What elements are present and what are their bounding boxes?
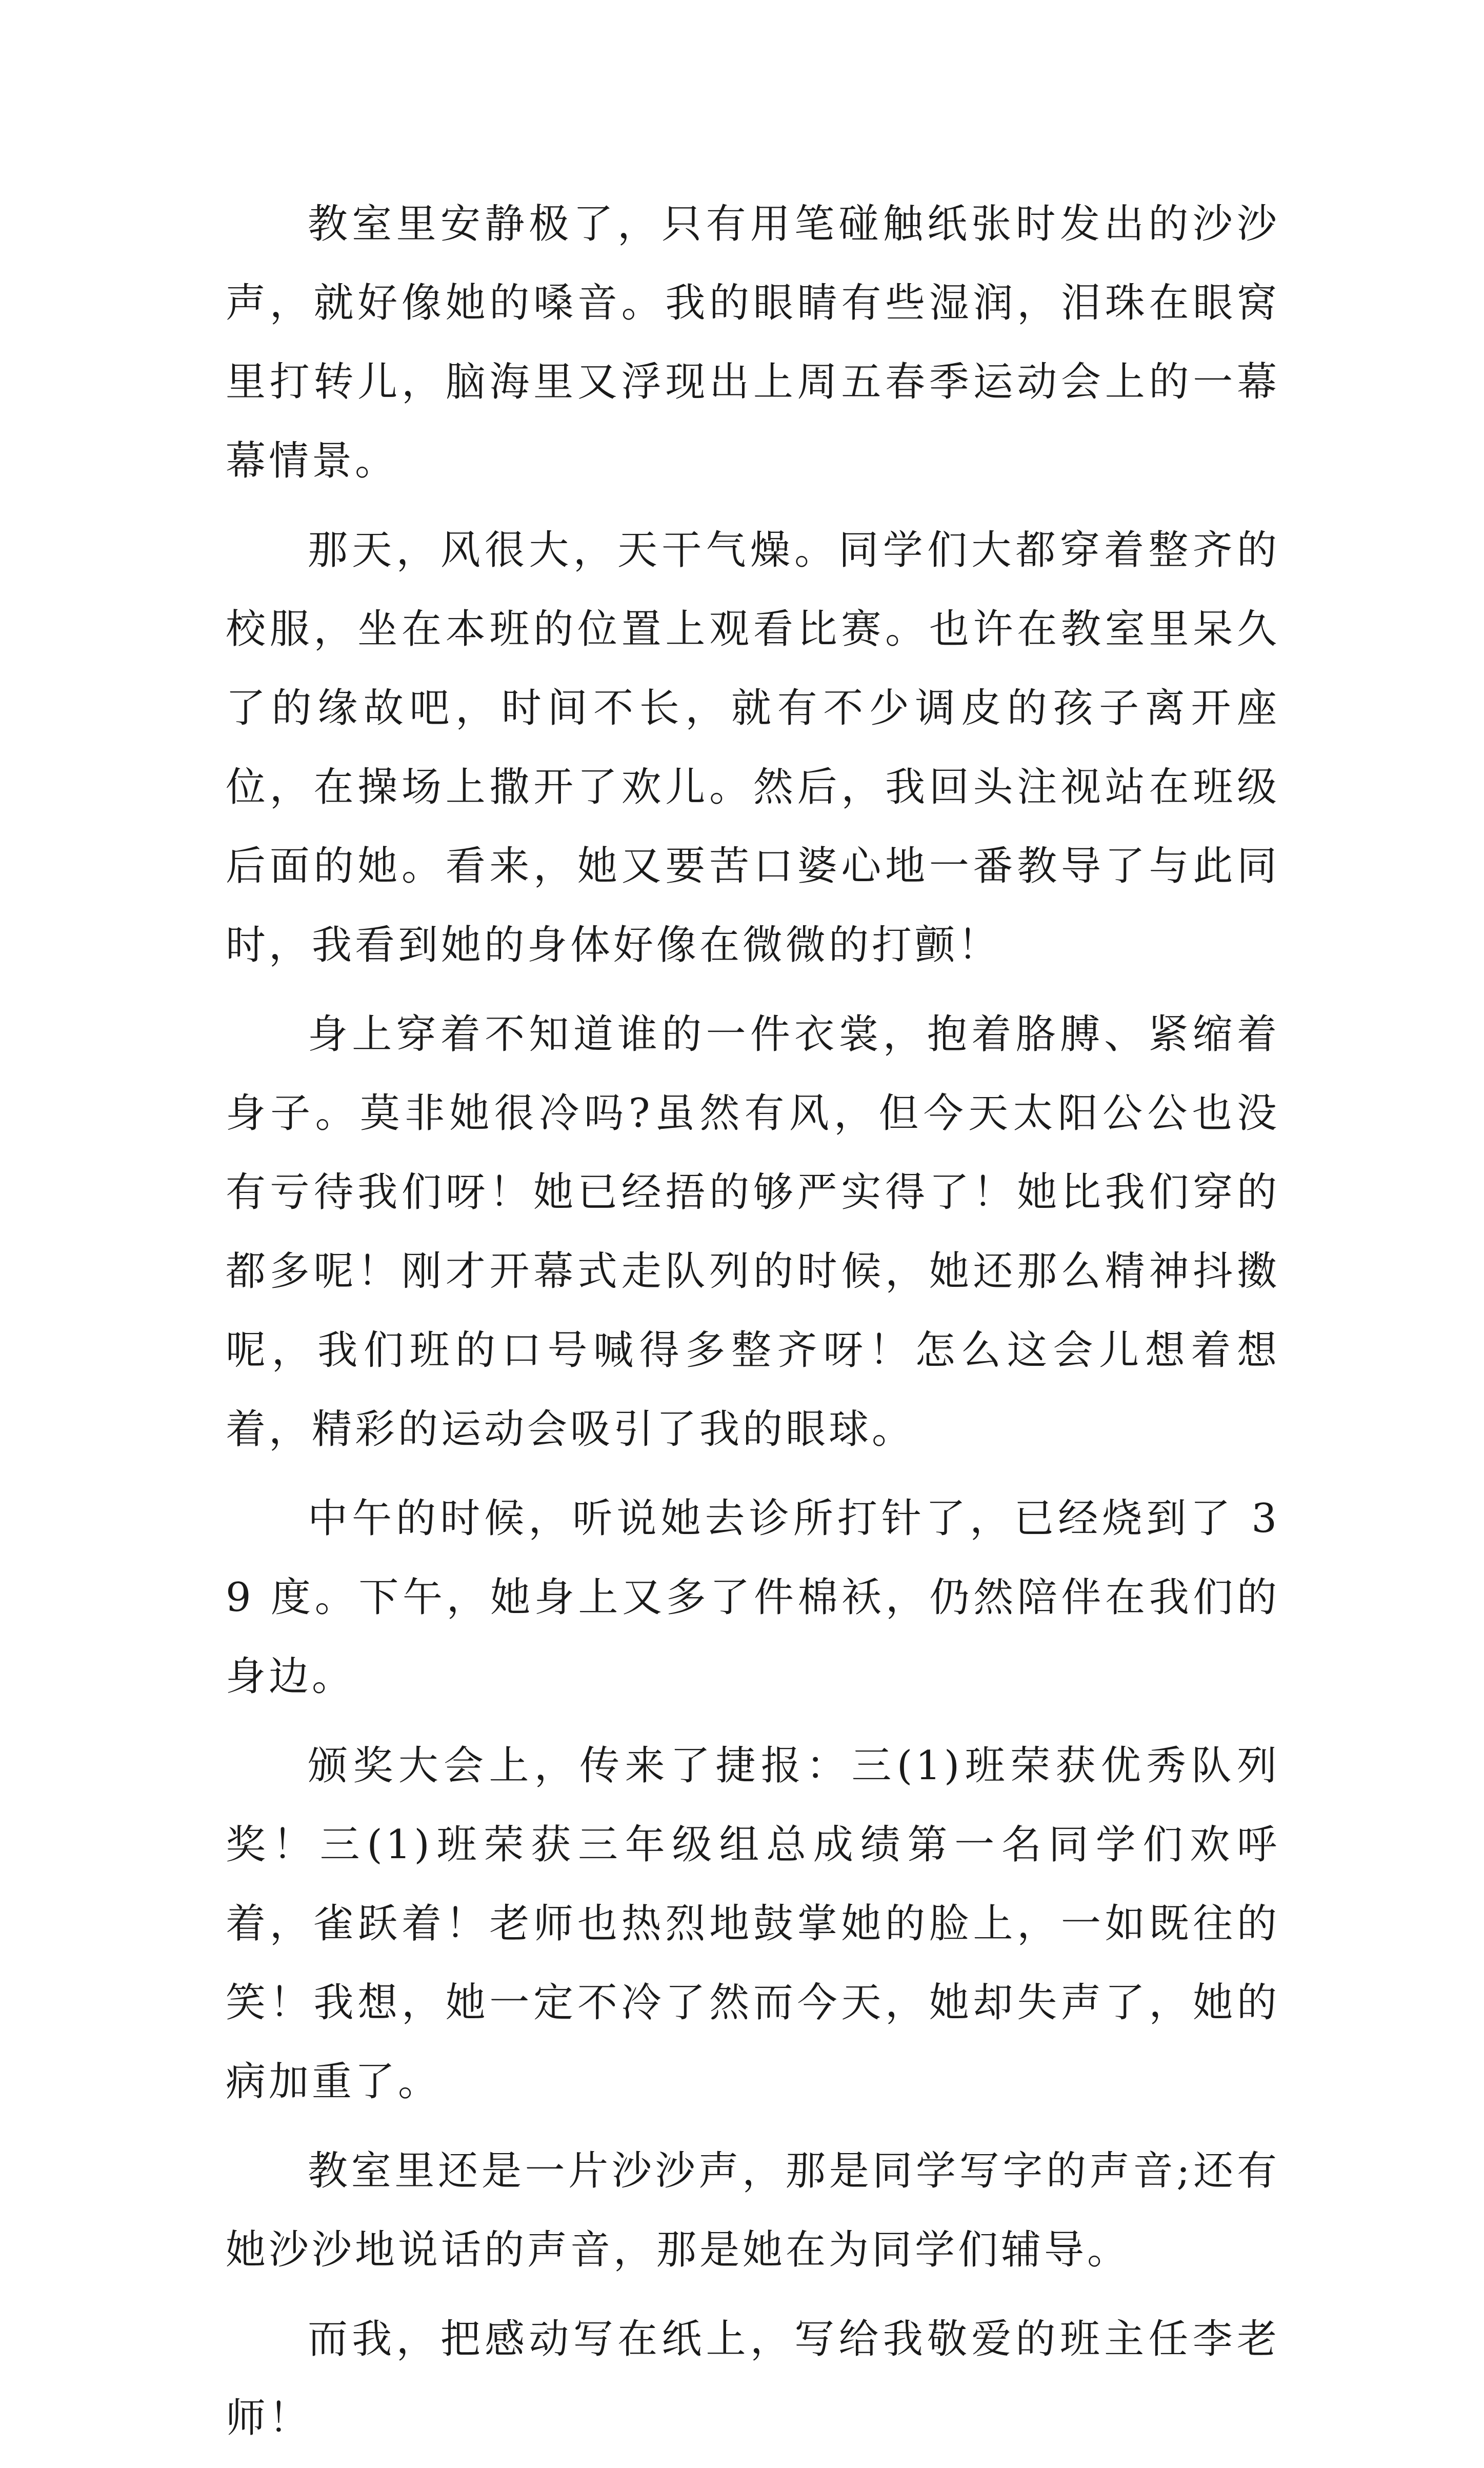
article-body (226, 185, 1280, 2468)
paragraph-5: 颁奖大会上，传来了捷报：三(1)班荣获优秀队列奖！三(1)班荣获三年级组总成绩第一名同学们欢呼着，雀跃着！老师也热烈地鼓掌她的脸上，一如既往的笑！我想，她一定不冷了然而今天，她却失声了，她的病加重了。 (226, 1743, 1280, 2105)
paragraph-2: 那天，风很大，天干气燥。同学们大都穿着整齐的校服，坐在本班的位置上观看比赛。也许在教室里呆久了的缘故吧，时间不长，就有不少调皮的孩子离开座位，在操场上撒开了欢儿。然后，我回头注视站在班级后面的她。看来，她又要苦口婆心地一番教导了与此同时，我看到她的身体好像在微微的打颤！ (226, 527, 1280, 968)
paragraph-4: 中午的时候，听说她去诊所打针了，已经烧到了 39 度。下午，她身上又多了件棉袄，仍然陪伴在我们的身边。 (226, 1496, 1280, 1700)
paragraph-1: 教室里安静极了，只有用笔碰触纸张时发出的沙沙声，就好像她的嗓音。我的眼睛有些湿润，泪珠在眼窝里打转儿，脑海里又浮现出上周五春季运动会上的一幕幕情景。 (226, 201, 1280, 484)
paragraph-3: 身上穿着不知道谁的一件衣裳，抱着胳膊、紧缩着身子。莫非她很冷吗?虽然有风，但今天太阳公公也没有亏待我们呀！她已经捂的够严实得了！她比我们穿的都多呢！刚才开幕式走队列的时候，她还那么精神抖擞呢，我们班的口号喊得多整齐呀！怎么这会儿想着想着，精彩的运动会吸引了我的眼球。 (226, 1011, 1280, 1452)
paragraph-6: 教室里还是一片沙沙声，那是同学写字的声音;还有她沙沙地说话的声音，那是她在为同学们辅导。 (226, 2148, 1280, 2273)
paragraph-7: 而我，把感动写在纸上，写给我敬爱的班主任李老师！ (226, 2316, 1280, 2441)
